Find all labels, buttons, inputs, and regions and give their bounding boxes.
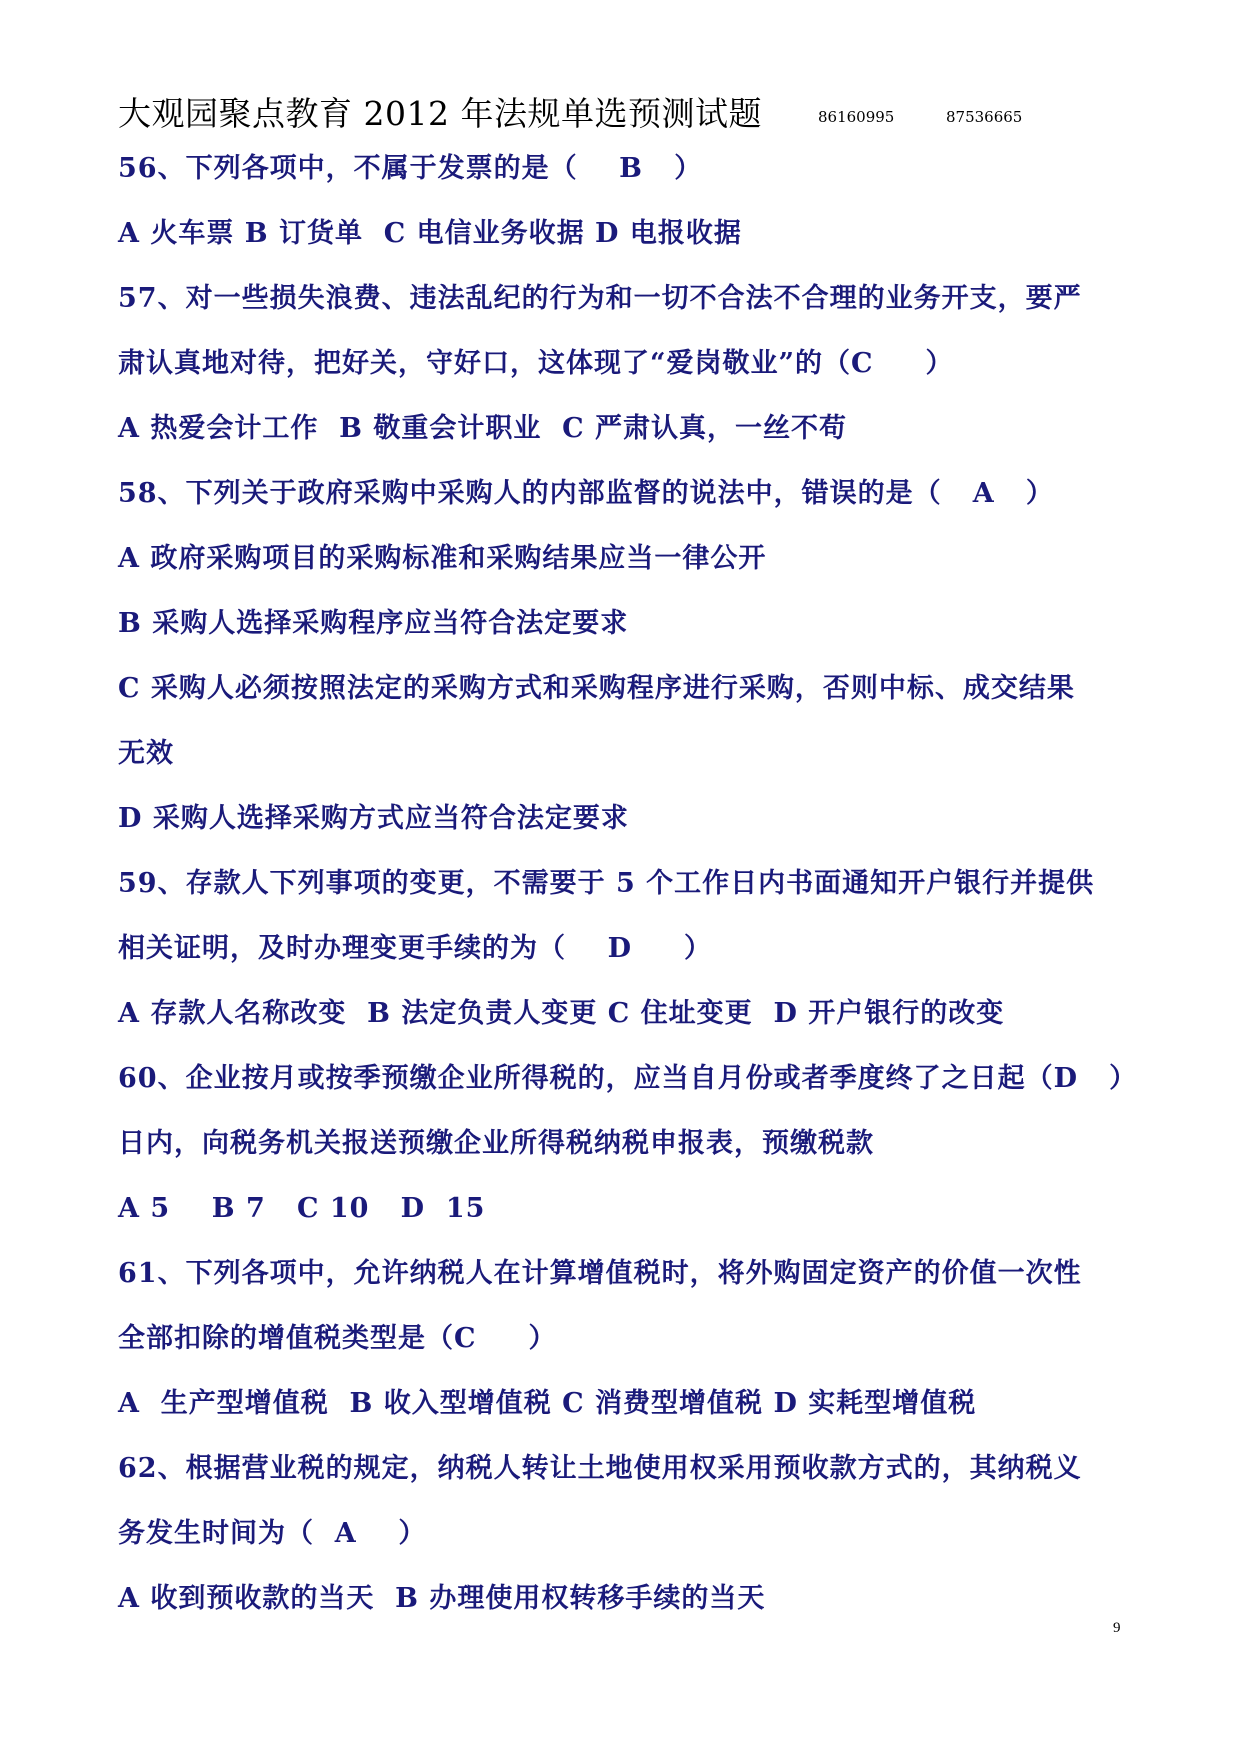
text-line-q61-options: A 生产型增值税 B 收入型增值税 C 消费型增值税 D 实耗型增值税 — [118, 1388, 977, 1419]
text-line-q60-cont: 日内，向税务机关报送预缴企业所得税纳税申报表，预缴税款 — [118, 1128, 874, 1159]
text-line-q62-options: A 收到预收款的当天 B 办理使用权转移手续的当天 — [118, 1583, 766, 1614]
question-content — [118, 136, 1138, 1631]
text-line-q60-options: A 5 B 7 C 10 D 15 — [118, 1193, 486, 1224]
page-header — [118, 92, 1118, 136]
text-line-q59: 59、存款人下列事项的变更，不需要于 5 个工作日内书面通知开户银行并提供 — [118, 868, 1095, 899]
text-line-q56: 56、下列各项中，不属于发票的是（ B ） — [118, 153, 703, 184]
page-number: 9 — [1113, 1620, 1121, 1636]
header-title: 大观园聚点教育 2012 年法规单选预测试题 — [118, 94, 762, 133]
text-line-q58-option-c-cont: 无效 — [118, 738, 174, 769]
text-line-q62: 62、根据营业税的规定，纳税人转让土地使用权采用预收款方式的，其纳税义 — [118, 1453, 1082, 1484]
text-line-q61: 61、下列各项中，允许纳税人在计算增值税时，将外购固定资产的价值一次性 — [118, 1258, 1082, 1289]
text-line-q58-option-a: A 政府采购项目的采购标准和采购结果应当一律公开 — [118, 543, 767, 574]
text-line-q62-cont: 务发生时间为（ A ） — [118, 1518, 427, 1549]
header-phone-2: 87536665 — [946, 108, 1023, 126]
header-phone-1: 86160995 — [818, 108, 895, 126]
text-line-q60: 60、企业按月或按季预缴企业所得税的，应当自月份或者季度终了之日起（D ） — [118, 1063, 1138, 1094]
text-line-q58-option-c: C 采购人必须按照法定的采购方式和采购程序进行采购，否则中标、成交结果 — [118, 673, 1075, 704]
text-line-q56-options: A 火车票 B 订货单 C 电信业务收据 D 电报收据 — [118, 218, 742, 249]
text-line-q58-option-d: D 采购人选择采购方式应当符合法定要求 — [118, 803, 629, 834]
text-line-q61-cont: 全部扣除的增值税类型是（C ） — [118, 1323, 557, 1354]
text-line-q57-options: A 热爱会计工作 B 敬重会计职业 C 严肃认真，一丝不苟 — [118, 413, 848, 444]
text-line-q57-cont: 肃认真地对待，把好关，守好口，这体现了“爱岗敬业”的（C ） — [118, 348, 954, 379]
text-line-q57: 57、对一些损失浪费、违法乱纪的行为和一切不合法不合理的业务开支，要严 — [118, 283, 1082, 314]
text-line-q58: 58、下列关于政府采购中采购人的内部监督的说法中，错误的是（ A ） — [118, 478, 1054, 509]
text-line-q59-options: A 存款人名称改变 B 法定负责人变更 C 住址变更 D 开户银行的改变 — [118, 998, 1005, 1029]
text-line-q59-cont: 相关证明，及时办理变更手续的为（ D ） — [118, 933, 713, 964]
text-line-q58-option-b: B 采购人选择采购程序应当符合法定要求 — [118, 608, 629, 639]
